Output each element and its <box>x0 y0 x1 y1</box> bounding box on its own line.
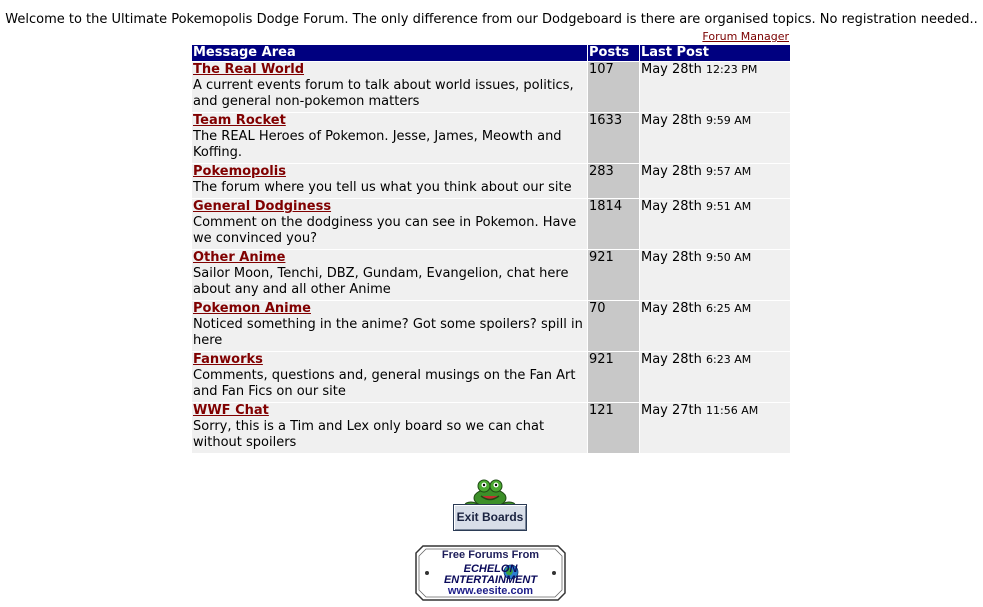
header-last-post: Last Post <box>640 45 790 61</box>
board-description: Comment on the dodginess you can see in Pokemon. Have we convinced you? <box>193 215 577 246</box>
header-posts: Posts <box>588 45 639 61</box>
board-description: Sorry, this is a Tim and Lex only board so we can chat without spoilers <box>193 419 545 450</box>
board-link-other-anime[interactable]: Other Anime <box>193 250 286 265</box>
last-post-cell <box>640 403 790 453</box>
board-link-team-rocket[interactable]: Team Rocket <box>193 113 286 128</box>
board-description: The REAL Heroes of Pokemon. Jesse, James, Meowth and Koffing. <box>193 129 562 160</box>
post-count: 921 <box>588 352 639 402</box>
board-cell <box>192 113 587 163</box>
board-cell <box>192 403 587 453</box>
last-post-time: 6:25 AM <box>706 302 752 315</box>
board-cell <box>192 164 587 198</box>
last-post-date: May 28th <box>641 250 702 265</box>
last-post-cell <box>640 352 790 402</box>
exit-boards-button[interactable] <box>453 476 527 532</box>
last-post-time: 11:56 AM <box>706 404 759 417</box>
post-count: 1633 <box>588 113 639 163</box>
board-link-wwf-chat[interactable]: WWF Chat <box>193 403 269 418</box>
board-link-fanworks[interactable]: Fanworks <box>193 352 263 367</box>
last-post-cell <box>640 199 790 249</box>
last-post-cell <box>640 250 790 300</box>
banner-brand <box>415 564 566 586</box>
last-post-time: 9:51 AM <box>706 200 752 213</box>
board-cell <box>192 250 587 300</box>
table-row <box>192 199 790 249</box>
last-post-date: May 28th <box>641 199 702 214</box>
last-post-time: 9:50 AM <box>706 251 752 264</box>
last-post-cell <box>640 113 790 163</box>
board-link-pokemon-anime[interactable]: Pokemon Anime <box>193 301 311 316</box>
banner-tagline: Free Forums From <box>441 549 540 561</box>
board-link-pokemopolis[interactable]: Pokemopolis <box>193 164 286 179</box>
board-link-the-real-world[interactable]: The Real World <box>193 62 305 77</box>
board-link-general-dodginess[interactable]: General Dodginess <box>193 199 332 214</box>
post-count: 121 <box>588 403 639 453</box>
board-description: Sailor Moon, Tenchi, DBZ, Gundam, Evangelion, chat here about any and all other Anime <box>193 266 569 297</box>
board-cell <box>192 62 587 112</box>
echelon-entertainment-banner[interactable] <box>415 545 566 601</box>
last-post-cell <box>640 62 790 112</box>
last-post-date: May 28th <box>641 62 702 77</box>
last-post-date: May 28th <box>641 352 702 367</box>
table-row <box>192 403 790 453</box>
message-area-table <box>191 44 791 454</box>
post-count: 70 <box>588 301 639 351</box>
last-post-time: 9:59 AM <box>706 114 752 127</box>
banner-url: www.eesite.com <box>447 585 534 597</box>
last-post-date: May 28th <box>641 164 702 179</box>
last-post-time: 6:23 AM <box>706 353 752 366</box>
table-row <box>192 352 790 402</box>
board-cell <box>192 301 587 351</box>
banner-brand-line2: ENTERTAINMENT <box>443 574 538 586</box>
board-cell <box>192 352 587 402</box>
last-post-time: 9:57 AM <box>706 165 752 178</box>
last-post-date: May 28th <box>641 113 702 128</box>
table-row <box>192 113 790 163</box>
last-post-cell <box>640 301 790 351</box>
last-post-cell <box>640 164 790 198</box>
post-count: 283 <box>588 164 639 198</box>
post-count: 107 <box>588 62 639 112</box>
banner-brand-line1: ECHELON <box>463 563 518 575</box>
header-message-area: Message Area <box>192 45 587 61</box>
board-description: Comments, questions and, general musings on the Fan Art and Fan Fics on our site <box>193 368 576 399</box>
last-post-time: 12:23 PM <box>706 63 758 76</box>
last-post-date: May 27th <box>641 403 702 418</box>
table-row <box>192 301 790 351</box>
table-row <box>192 62 790 112</box>
post-count: 921 <box>588 250 639 300</box>
board-description: Noticed something in the anime? Got some spoilers? spill in here <box>193 317 583 348</box>
forum-manager-link[interactable]: Forum Manager <box>702 30 789 43</box>
table-row <box>192 164 790 198</box>
table-row <box>192 250 790 300</box>
board-description: The forum where you tell us what you think about our site <box>193 180 572 195</box>
welcome-message: Welcome to the Ultimate Pokemopolis Dodge Forum. The only difference from our Dodgeboard is there are organised topics. No registration needed.. <box>5 12 978 27</box>
board-cell <box>192 199 587 249</box>
post-count: 1814 <box>588 199 639 249</box>
last-post-date: May 28th <box>641 301 702 316</box>
exit-boards-label: Exit Boards <box>453 504 527 531</box>
board-description: A current events forum to talk about world issues, politics, and general non-pokemon matters <box>193 78 574 109</box>
table-header-row <box>192 45 790 61</box>
